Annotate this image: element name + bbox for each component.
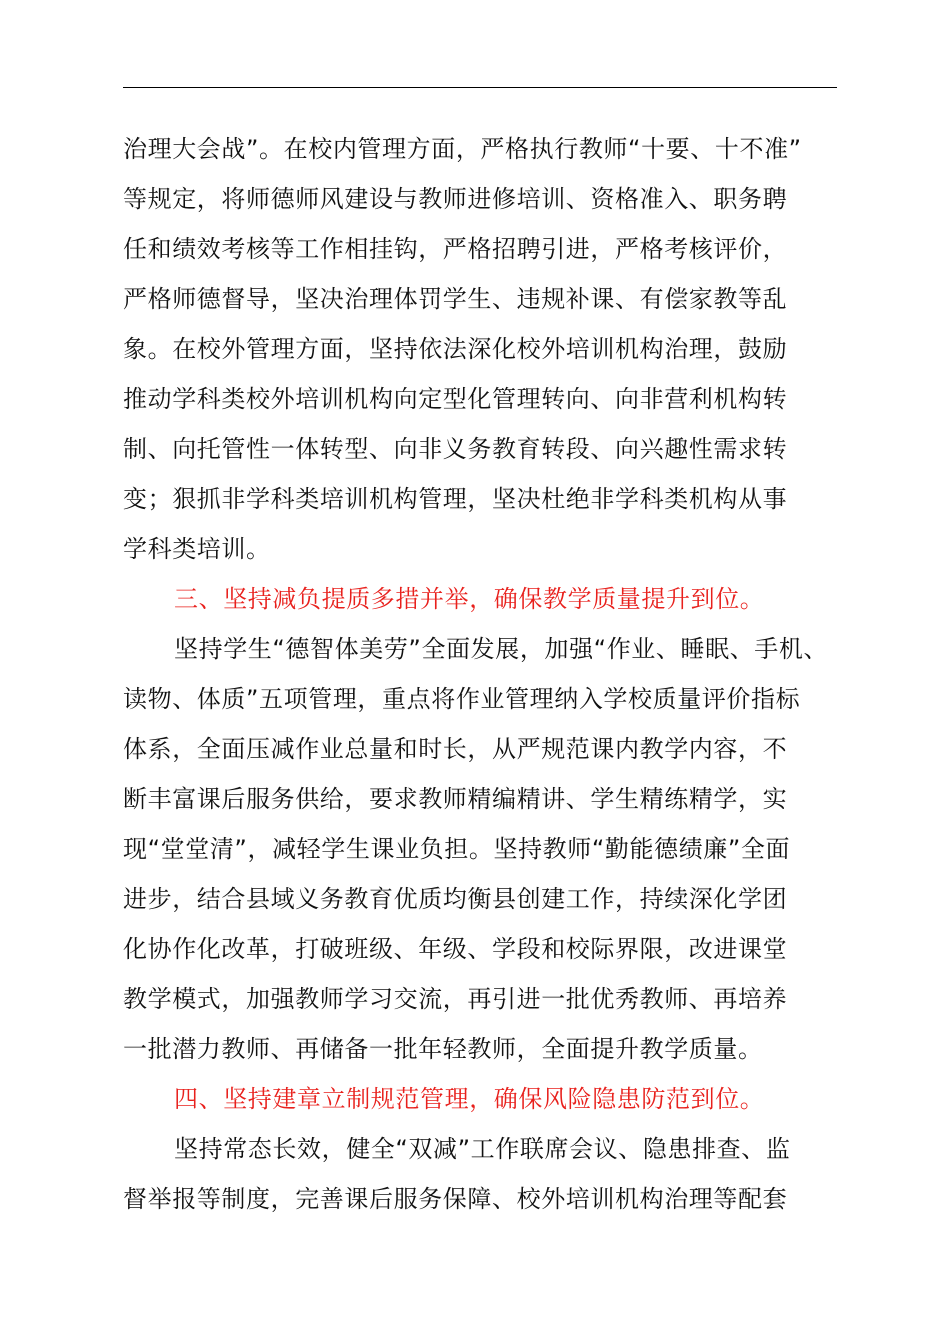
paragraph-line: 一批潜力教师、再储备一批年轻教师，全面提升教学质量。	[123, 1035, 763, 1063]
paragraph-line: 化协作化改革，打破班级、年级、学段和校际界限，改进课堂	[123, 935, 788, 963]
paragraph-line: 进步，结合县域义务教育优质均衡县创建工作，持续深化学团	[123, 885, 788, 913]
paragraph-line: 坚持常态长效，健全“双减”工作联席会议、隐患排查、监	[174, 1135, 791, 1163]
paragraph-line: 督举报等制度，完善课后服务保障、校外培训机构治理等配套	[123, 1185, 788, 1213]
document-body	[123, 124, 839, 1224]
paragraph-line: 读物、体质”五项管理，重点将作业管理纳入学校质量评价指标	[123, 685, 801, 713]
paragraph-line: 治理大会战”。在校内管理方面，严格执行教师“十要、十不准”	[123, 135, 802, 163]
paragraph-line: 推动学科类校外培训机构向定型化管理转向、向非营利机构转	[123, 385, 788, 413]
paragraph-line: 教学模式，加强教师学习交流，再引进一批优秀教师、再培养	[123, 985, 788, 1013]
paragraph-line: 体系，全面压减作业总量和时长，从严规范课内教学内容，不	[123, 735, 788, 763]
paragraph-line: 学科类培训。	[123, 535, 271, 563]
paragraph-line: 变；狠抓非学科类培训机构管理，坚决杜绝非学科类机构从事	[123, 485, 788, 513]
section-heading-3: 三、坚持减负提质多措并举，确保教学质量提升到位。	[174, 585, 765, 613]
paragraph-line: 制、向托管性一体转型、向非义务教育转段、向兴趣性需求转	[123, 435, 788, 463]
paragraph-line: 断丰富课后服务供给，要求教师精编精讲、学生精练精学，实	[123, 785, 788, 813]
paragraph-line: 现“堂堂清”，减轻学生课业负担。坚持教师“勤能德绩廉”全面	[123, 835, 791, 863]
paragraph-line: 等规定，将师德师风建设与教师进修培训、资格准入、职务聘	[123, 185, 788, 213]
paragraph-line: 任和绩效考核等工作相挂钩，严格招聘引进，严格考核评价，	[123, 235, 788, 263]
section-heading-4: 四、坚持建章立制规范管理，确保风险隐患防范到位。	[174, 1085, 765, 1113]
paragraph-line: 象。在校外管理方面，坚持依法深化校外培训机构治理，鼓励	[123, 335, 788, 363]
paragraph-line: 坚持学生“德智体美劳”全面发展，加强“作业、睡眠、手机、	[174, 635, 829, 663]
paragraph-line: 严格师德督导，坚决治理体罚学生、违规补课、有偿家教等乱	[123, 285, 788, 313]
header-rule	[123, 87, 837, 88]
